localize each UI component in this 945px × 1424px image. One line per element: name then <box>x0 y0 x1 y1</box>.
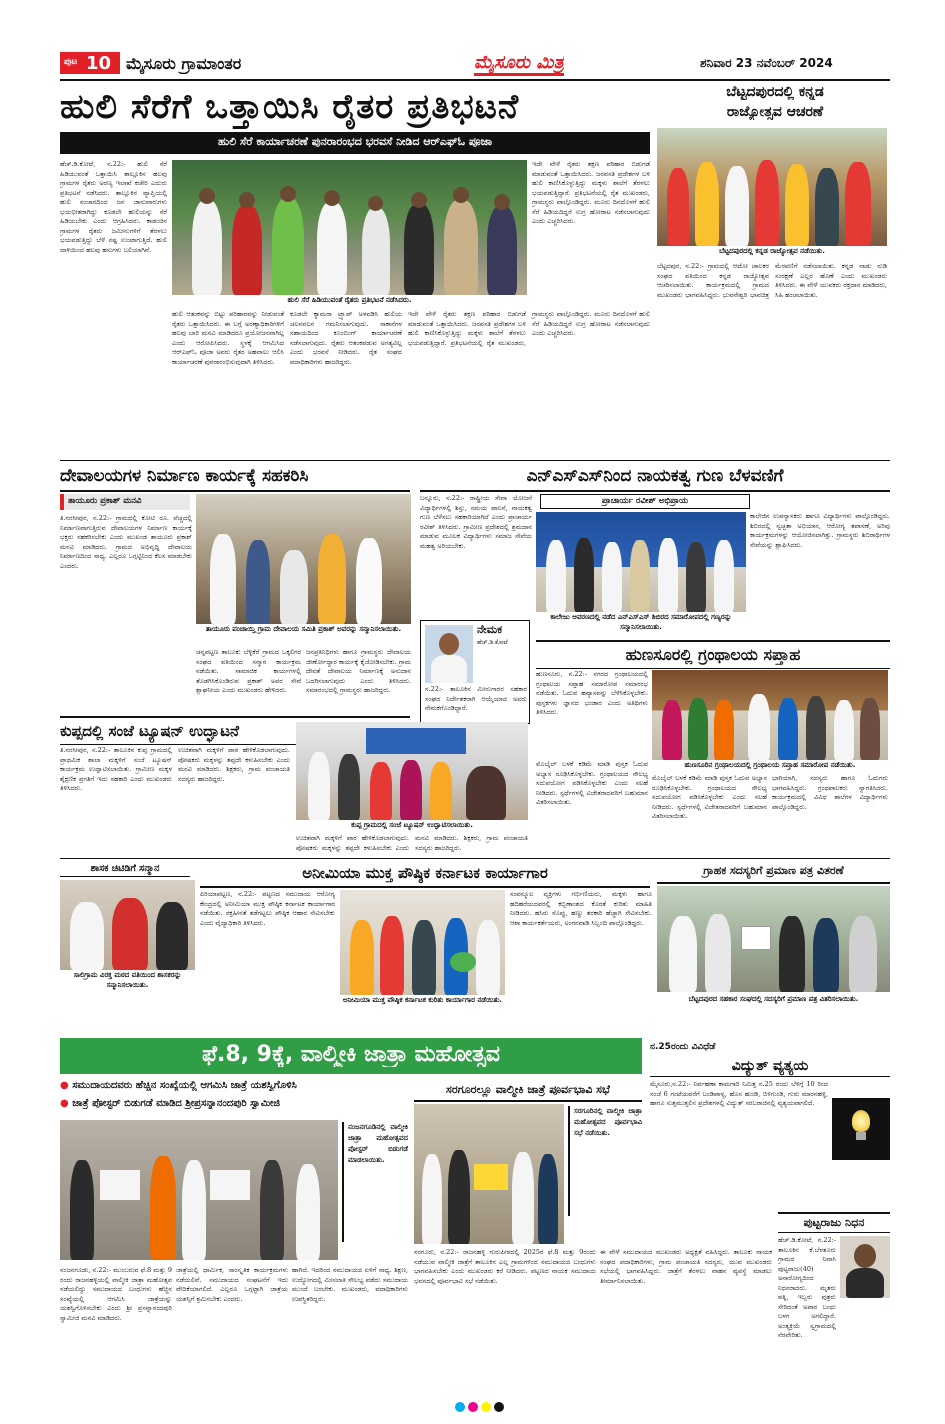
photo-person <box>860 698 880 760</box>
tuition-headline: ಕುಪ್ಪದಲ್ಲಿ ಸಂಜೆ ಟ್ಯೂಷನ್ ಉದ್ಘಾಟನೆ <box>60 716 410 745</box>
photo-person <box>430 762 452 820</box>
photo-poster <box>100 1170 140 1200</box>
photo-person <box>370 762 392 820</box>
page-date: ಶನಿವಾರ 23 ನವೆಂಬರ್ 2024 <box>700 56 833 70</box>
photo-person <box>400 760 422 820</box>
photo-head <box>411 192 427 208</box>
tuition-caption: ಕುಪ್ಪ ಗ್ರಾಮದಲ್ಲಿ ಸಂಜೆ ಟ್ಯೂಷನ್ ಉದ್ಘಾಟಿಸಲಾಯಿತು. <box>296 820 528 831</box>
valmiki-banner <box>60 1038 642 1074</box>
temple-body-col-2: ಚನ್ನಪಟ್ಟಣ ತಾಲೂಕು ಬೆಳ್ಳಿಕೆರೆ ಗ್ರಾಮದ ಒಕ್ಕಲಿಗರ ಸಂಘದ ವತಿಯಿಂದ ಸನ್ಮಾನ ಕಾರ್ಯಕ್ರಮ ನಡೆಯಿತು. ಸಾಮಾಜಿಕ ಕಾರ್ಯಗಳಲ್ಲಿ ತೊಡಗಿಸಿಕೊಂಡಿರುವ ಪ್ರಕಾಶ್ ಅವರ ಸೇವೆ ಶ್ಲಾಘನೀಯ ಎಂದು ಮುಖಂಡರು ಹೇಳಿದರು. <box>196 648 301 694</box>
nemaka-box <box>420 620 530 724</box>
sargur-body-col-1: ಸರಗೂರು, ನ.22:- ರಾಜನಹಳ್ಳಿ ಗುರುಪೀಠದಲ್ಲಿ 2025ರ ಫೆ.8 ಮತ್ತು 9ರಂದು ನಡೆಯುವ ವಾಲ್ಮೀಕಿ ಜಾತ್ರೆಗೆ ತಾಲೂಕಿನ ಎಲ್ಲ ಗ್ರಾಮಗಳಿಂದ ಸಮುದಾಯದ ಬಂಧುಗಳು ಭಾಗವಹಿಸಬೇಕು ಎಂದು ಮುಖಂಡರು ಕರೆ ನೀಡಿದರು. ಪಟ್ಟಣದ ನಾಯಕ ಸಮುದಾಯ ಭವನದಲ್ಲಿ ಪೂರ್ವಭಾವಿ ಸಭೆ ನಡೆಯಿತು. <box>414 1248 596 1285</box>
photo-person <box>448 1150 470 1244</box>
nemaka-portrait <box>425 625 473 683</box>
photo-person <box>574 538 594 612</box>
lead-subhead: ಹುಲಿ ಸೆರೆ ಕಾರ್ಯಾಚರಣೆ ಪುನರಾರಂಭದ ಭರವಸೆ ನೀಡಿದ ಆರ್‌ಎಫ್‌ಓ ಪೂಜಾ <box>218 135 492 148</box>
lead-body-col-3: ಕೂಡಲೇ ಕ್ಯಾಮರಾ ಟ್ರ್ಯಾಪ್ ಅಳವಡಿಸಿ ಹುಲಿಯ ಚಲನವಲನ ಗಮನಿಸಲಾಗುವುದು. ಸಾಕಾನೆಗಳ ಸಹಾಯದಿಂದ ಕೂಂಬಿಂಗ್ ಕಾರ್ಯಾಚರಣೆ ನಡೆಸಲಾಗುವುದು. ರೈತರು ಆತಂಕಪಡುವ ಅಗತ್ಯವಿಲ್ಲ ಎಂದು ಭರವಸೆ ನೀಡಿದರು. ರೈತ ಸಂಘದ ಪದಾಧಿಕಾರಿಗಳು ಹಾಜರಿದ್ದರು. <box>290 310 402 366</box>
photo-person <box>380 916 404 995</box>
page-word: ಪುಟ <box>64 57 78 67</box>
photo-person <box>232 205 262 295</box>
photo-person <box>667 168 689 246</box>
photo-person <box>182 1160 206 1260</box>
photo-person <box>546 540 566 612</box>
nemaka-place: ಹೆಚ್.ಡಿ.ಕೋಟೆ <box>477 639 508 646</box>
rajyotsava-headline-1: ಬೆಟ್ಟದಪುರದಲ್ಲಿ ಕನ್ನಡ <box>726 84 824 100</box>
bulb-icon <box>832 1098 890 1160</box>
anemia-body-col-1: ಪಿರಿಯಾಪಟ್ಟಣ, ನ.22:- ಪಟ್ಟಣದ ಸಮುದಾಯ ಆರೋಗ್ಯ ಕೇಂದ್ರದಲ್ಲಿ ಅನೀಮಿಯಾ ಮುಕ್ತ ಪೌಷ್ಠಿಕ ಕರ್ನಾಟಕ ಕಾರ್ಯಾಗಾರ ನಡೆಯಿತು. ರಕ್ತಹೀನತೆ ತಡೆಗಟ್ಟಲು ಪೌಷ್ಠಿಕ ಆಹಾರ ಸೇವಿಸಬೇಕು ಎಂದು ವೈದ್ಯಾಧಿಕಾರಿ ತಿಳಿಸಿದರು. <box>200 890 335 927</box>
photo-person <box>318 534 346 624</box>
photo-person <box>272 198 304 295</box>
photo-person <box>755 160 779 246</box>
library-caption: ಹುಣಸೂರಿನ ಗ್ರಂಥಾಲಯದಲ್ಲಿ ಗ್ರಂಥಾಲಯ ಸಪ್ತಾಹ ಸಮಾರೋಪ ನಡೆಯಿತು. <box>652 760 888 771</box>
photo-person <box>538 1154 558 1244</box>
temple-caption: ತಾಯೂರು ಪಂಚಾಯ್ತಿ ಗ್ರಾಮ ದೇವಾಲಯ ಸಮಿತಿ ಪ್ರಕಾಶ್ ಅವರನ್ನು ಸನ್ಮಾನಿಸಲಾಯಿತು. <box>196 624 411 634</box>
photo-person <box>150 1156 176 1260</box>
photo-plant <box>450 952 476 972</box>
vidyut-date: ನ.25ರಂದು ವಿವಿಧೆಡೆ <box>650 1042 716 1052</box>
photo-person <box>669 916 697 992</box>
vidyut-body: ಮೈಸೂರು,ನ.22:- ನಿರ್ವಹಣಾ ಕಾಮಗಾರಿ ನಿಮಿತ್ತ ನ.25 ರಂದು ಬೆಳಿಗ್ಗೆ 10 ರಿಂದ ಸಂಜೆ 6 ಗಂಟೆಯವರೆಗೆ ಬಂಡಿಪಾಳ್ಯ, ಹೊಸ ಹುಂಡಿ, ಬಿಳಿಗುಂಡಿ, ಗುರು ಮಾರನಹಳ್ಳಿ, ಹಾಗೂ ಸುತ್ತಮುತ್ತಲಿನ ಪ್ರದೇಶಗಳಲ್ಲಿ ವಿದ್ಯುತ್ ಸರಬರಾಜಿನಲ್ಲಿ ವ್ಯತ್ಯಯವಾಗಲಿದೆ. <box>650 1080 828 1107</box>
photo-person <box>412 920 436 995</box>
photo-person <box>70 1160 94 1260</box>
sargur-headline: ಸರಗೂರಲ್ಲೂ ವಾಲ್ಮೀಕಿ ಜಾತ್ರೆ ಪೂರ್ವಭಾವಿ ಸಭೆ <box>414 1080 642 1102</box>
photo-head <box>199 188 215 204</box>
temple-body-col-1: ತಿ.ನರಸೀಪುರ, ನ.22:- ಗ್ರಾಮದಲ್ಲಿ ಕೋಟಿ ರೂ. ವೆಚ್ಚದಲ್ಲಿ ನಿರ್ಮಾಣವಾಗುತ್ತಿರುವ ದೇವಾಲಯಗಳ ನಿರ್ಮಾಣ ಕಾರ್ಯಕ್ಕೆ ಭಕ್ತರು ಸಹಕರಿಸಬೇಕು ಎಂದು ಮುಖಂಡ ತಾಯೂರು ಪ್ರಕಾಶ್ ಮನವಿ ಮಾಡಿದರು. ಗ್ರಾಮದ ಅಭಿವೃದ್ಧಿ ದೇವಾಲಯ ನಿರ್ಮಾಣದಿಂದ ಸಾಧ್ಯ. ಎಲ್ಲರೂ ಒಗ್ಗಟ್ಟಿನಿಂದ ಕೆಲಸ ಮಾಡಬೇಕು ಎಂದರು. <box>60 514 192 570</box>
photo-person <box>688 698 708 760</box>
photo-head <box>453 187 469 203</box>
pramana-photo <box>657 886 890 992</box>
valmiki-bullet-2-text: ಜಾತ್ರೆ ಪೋಸ್ಟರ್ ಬಿಡುಗಡೆ ಮಾಡಿದ ಶ್ರೀಪ್ರಸನ್ನಾನಂದಪುರಿ ಸ್ವಾಮೀಜಿ <box>72 1098 280 1109</box>
photo-person <box>714 700 734 760</box>
pramana-caption: ಬೆಟ್ಟದಪುರದ ಸಹಕಾರ ಸಂಘದಲ್ಲಿ ಸದಸ್ಯರಿಗೆ ಪ್ರಮಾಣ ಪತ್ರ ವಿತರಿಸಲಾಯಿತು. <box>657 994 890 1004</box>
registration-mark <box>468 1402 478 1412</box>
photo-person <box>404 204 434 295</box>
photo-person <box>466 766 506 820</box>
sargur-photo <box>414 1104 564 1244</box>
photo-person <box>422 1154 442 1244</box>
library-body-col-4: ಮೊಬೈಲ್ ಬಳಕೆ ಕಡಿಮೆ ಮಾಡಿ ಪುಸ್ತಕ ಓದುವ ಅಭ್ಯಾಸ ರೂಢಿಸಿಕೊಳ್ಳಬೇಕು. ಗ್ರಂಥಾಲಯದ ಸೌಲಭ್ಯ ಸದುಪಯೋಗ ಪಡಿಸಿಕೊಳ್ಳಬೇಕು ಎಂದು ಸಲಹೆ ನೀಡಿದರು. ಸ್ಪರ್ಧೆಗಳಲ್ಲಿ ವಿಜೇತರಾದವರಿಗೆ ಬಹುಮಾನ ವಿತರಿಸಲಾಯಿತು. <box>536 760 648 806</box>
photo-person <box>779 916 805 992</box>
photo-person <box>156 902 188 970</box>
temple-headline: ದೇವಾಲಯಗಳ ನಿರ್ಮಾಣ ಕಾರ್ಯಕ್ಕೆ ಸಹಕರಿಸಿ <box>60 462 410 492</box>
photo-person <box>725 166 749 246</box>
photo-person <box>70 902 104 970</box>
nss-body-col-1: ಬನ್ನೂರು, ನ.22:- ರಾಷ್ಟ್ರೀಯ ಸೇವಾ ಯೋಜನೆ ವಿದ್ಯಾರ್ಥಿಗಳಲ್ಲಿ ಶಿಸ್ತು, ಸಮಯ ಪಾಲನೆ, ನಾಯಕತ್ವ ಗುಣ ಬೆಳೆಸಲು ಸಹಕಾರಿಯಾಗಿದೆ ಎಂದು ಪ್ರಾಚಾರ್ಯ ರವೀಶ್ ತಿಳಿಸಿದರು. ಗ್ರಾಮೀಣ ಪ್ರದೇಶದಲ್ಲಿ ಶ್ರಮದಾನ ಮಾಡುವ ಮೂಲಕ ವಿದ್ಯಾರ್ಥಿಗಳು ಸಮಾಜ ಸೇವೆಯ ಮಹತ್ವ ಅರಿಯಬೇಕು. <box>420 494 532 550</box>
photo-person <box>512 1152 534 1244</box>
photo-person <box>296 1164 320 1260</box>
photo-person <box>748 694 770 760</box>
temple-photo <box>196 494 411 624</box>
anemia-photo <box>340 890 505 995</box>
photo-head <box>280 186 296 202</box>
photo-person <box>602 542 622 612</box>
photo-head <box>494 194 510 210</box>
photo-person <box>813 918 839 992</box>
tuition-body-col-3: ಉಚಿತವಾಗಿ ಮಕ್ಕಳಿಗೆ ಪಾಠ ಹೇಳಿಕೊಡಲಾಗುವುದು. ಪೋಷಕರು ಮಕ್ಕಳನ್ನು ತಪ್ಪದೇ ಕಳುಹಿಸಬೇಕು ಎಂದು ಮನವಿ ಮಾಡಿದರು. ಶಿಕ್ಷಕರು, ಗ್ರಾಮ ಪಂಚಾಯತಿ ಸದಸ್ಯರು ಹಾಜರಿದ್ದರು. <box>296 834 528 852</box>
valmiki-body-col-2: ಜಾತ್ರೆಯಲ್ಲಿ ಧಾರ್ಮಿಕ, ಸಾಂಸ್ಕೃತಿಕ ಕಾರ್ಯಕ್ರಮಗಳು ನಡೆಯಲಿವೆ. ಸಮುದಾಯದ ಸಂಘಟನೆಗೆ ಇದು ವೇದಿಕೆಯಾಗಲಿದೆ. ಎಲ್ಲರೂ ಒಗ್ಗಟ್ಟಾಗಿ ಜಾತ್ರೆಯ ಯಶಸ್ಸಿಗೆ ಶ್ರಮಿಸಬೇಕು ಎಂದರು. <box>176 1266 288 1303</box>
photo-person <box>356 538 382 624</box>
photo-person <box>845 162 871 246</box>
photo-person <box>476 920 500 995</box>
section-title: ಮೈಸೂರು ಗ್ರಾಮಾಂತರ <box>126 54 242 73</box>
lead-subhead-bar <box>60 132 650 154</box>
photo-person <box>338 754 360 820</box>
tuition-photo <box>296 722 528 820</box>
photo-person <box>112 898 148 970</box>
valmiki-body-col-3: ಹಾಗಿದೆ. ಇದರಿಂದ ಸಮುದಾಯದ ಏಳಿಗೆ ಸಾಧ್ಯ. ಶಿಕ್ಷಣ, ಉದ್ಯೋಗದಲ್ಲಿ ಮೀಸಲಾತಿ ಸೌಲಭ್ಯ ಪಡೆದು ಸಮುದಾಯ ಮುಂದೆ ಬರಬೇಕು. ಮುಖಂಡರು, ಪದಾಧಿಕಾರಿಗಳು ಉಪಸ್ಥಿತರಿದ್ದರು. <box>292 1266 408 1303</box>
anemia-body-col-2: ಸಂಪನ್ಮೂಲ ವ್ಯಕ್ತಿಗಳು ಗರ್ಭಿಣಿಯರು, ಮಕ್ಕಳು ಹಾಗೂ ಹದಿಹರೆಯದವರಲ್ಲಿ ಕಬ್ಬಿಣಾಂಶದ ಕೊರತೆ ಕುರಿತು ಮಾಹಿತಿ ನೀಡಿದರು. ಹಸಿರು ಸೊಪ್ಪು, ಹಣ್ಣು ತರಕಾರಿ ಹೆಚ್ಚಾಗಿ ಸೇವಿಸಬೇಕು. ಆಶಾ ಕಾರ್ಯಕರ್ತೆಯರು, ಅಂಗನವಾಡಿ ಸಿಬ್ಬಂದಿ ಪಾಲ್ಗೊಂಡಿದ್ದರು. <box>510 890 652 927</box>
nss-tag-text: ಪ್ರಾಚಾರ್ಯ ರವೀಶ್ ಅಭಿಪ್ರಾಯ <box>601 496 689 506</box>
photo-person <box>785 164 809 246</box>
photo-person <box>280 550 308 624</box>
page-header <box>60 48 890 78</box>
photo-person <box>658 538 678 612</box>
nemaka-text: ನ.22:- ತಾಲೂಕಿನ ಮೀನುಗಾರರ ಸಹಕಾರ ಸಂಘದ ನಿರ್ದೇಶಕರಾಗಿ ಆಯ್ಕೆಯಾದ ಅವರು ನೇಮಕಗೊಂಡಿದ್ದಾರೆ. <box>425 685 527 712</box>
lead-body-col-5: ಇದೇ ವೇಳೆ ರೈತರು ತಕ್ಷಣ ಪರಿಹಾರ ಬಿಡುಗಡೆ ಮಾಡುವಂತೆ ಒತ್ತಾಯಿಸಿದರು. ಜನವಸತಿ ಪ್ರದೇಶಗಳ ಬಳಿ ಹುಲಿ ಕಾಣಿಸಿಕೊಳ್ಳುತ್ತಿದ್ದು ಮಕ್ಕಳು ಶಾಲೆಗೆ ತೆರಳಲು ಭಯಪಡುತ್ತಿದ್ದಾರೆ. ಪ್ರತಿಭಟನೆಯಲ್ಲಿ ರೈತ ಮುಖಂಡರು, ಗ್ರಾಮಸ್ಥರು ಪಾಲ್ಗೊಂಡಿದ್ದರು. ಮೂರು ದಿನದೊಳಗೆ ಹುಲಿ ಸೆರೆ ಹಿಡಿಯದಿದ್ದರೆ ಉಗ್ರ ಹೋರಾಟ ನಡೆಸಲಾಗುವುದು ಎಂದು ಎಚ್ಚರಿಸಿದರು. <box>532 160 650 225</box>
anemia-headline: ಅನೀಮಿಯಾ ಮುಕ್ತ ಪೌಷ್ಠಿಕ ಕರ್ನಾಟಕ ಕಾರ್ಯಾಗಾರ <box>200 860 650 888</box>
bulb-glass <box>852 1110 870 1132</box>
header-rule <box>60 79 890 81</box>
registration-mark <box>481 1402 491 1412</box>
temple-tag-text: ತಾಯೂರು ಪ್ರಕಾಶ್ ಮನವಿ <box>68 496 142 506</box>
valmiki-bullet-1-text: ಸಮುದಾಯದವರು ಹೆಚ್ಚಿನ ಸಂಖ್ಯೆಯಲ್ಲಿ ಆಗಮಿಸಿ ಜಾತ್ರೆ ಯಶಸ್ವಿಗೊಳಿಸಿ <box>72 1080 297 1091</box>
page-number-badge <box>60 52 120 74</box>
photo-person <box>210 534 236 624</box>
photo-head <box>239 192 255 208</box>
photo-person <box>192 200 222 295</box>
photo-person <box>849 916 877 992</box>
photo-poster <box>474 1164 508 1190</box>
photo-person <box>695 162 719 246</box>
photo-person <box>686 542 706 612</box>
lead-photo-caption: ಹುಲಿ ಸೆರೆ ಹಿಡಿಯುವಂತೆ ರೈತರು ಪ್ರತಿಭಟನೆ ನಡೆಸಿದರು. <box>172 295 527 306</box>
photo-person <box>362 208 390 295</box>
photo-person <box>308 752 330 820</box>
valmiki-bullet-1: ● ಸಮುದಾಯದವರು ಹೆಚ್ಚಿನ ಸಂಖ್ಯೆಯಲ್ಲಿ ಆಗಮಿಸಿ ಜಾತ್ರೆ ಯಶಸ್ವಿಗೊಳಿಸಿ <box>60 1080 297 1091</box>
valmiki-bullets <box>60 1078 408 1118</box>
lead-body-col-1: ಹೆಚ್.ಡಿ.ಕೋಟೆ, ನ.22:- ಹುಲಿ ಸೆರೆ ಹಿಡಿಯುವಂತೆ ಒತ್ತಾಯಿಸಿ ತಾಲ್ಲೂಕಿನ ಹಲವು ಗ್ರಾಮಗಳ ರೈತರು ಅರಣ್ಯ ಇಲಾಖೆ ಕಚೇರಿ ಎದುರು ಪ್ರತಿಭಟನೆ ನಡೆಸಿದರು. ತಾಲ್ಲೂಕಿನ ವ್ಯಾಪ್ತಿಯಲ್ಲಿ ಹುಲಿ ಸಂಚಾರದಿಂದ ಜನ ಜಾನುವಾರುಗಳು ಭಯಭೀತರಾಗಿದ್ದು ಕೂಡಲೇ ಹುಲಿಯನ್ನು ಸೆರೆ ಹಿಡಿಯಬೇಕು ಎಂದು ಆಗ್ರಹಿಸಿದರು. ಕಾಡಂಚಿನ ಗ್ರಾಮಗಳ ರೈತರು ಜಮೀನುಗಳಿಗೆ ತೆರಳಲು ಭಯಪಡುತ್ತಿದ್ದು ಬೆಳೆ ನಷ್ಟ ಉಂಟಾಗುತ್ತಿದೆ. ಹುಲಿ ದಾಳಿಯಿಂದ ಹಲವು ಹಸುಗಳು ಬಲಿಯಾಗಿವೆ. <box>60 160 167 254</box>
photo-person <box>431 655 467 683</box>
vidyut-headline: ವಿದ್ಯುತ್ ವ್ಯತ್ಯಯ <box>650 1056 890 1077</box>
photo-certificate <box>741 926 771 950</box>
valmiki-photo <box>60 1120 338 1260</box>
rajyotsava-photo <box>657 128 887 246</box>
pramana-headline: ಗ್ರಾಹಕ ಸದಸ್ಯರಿಗೆ ಪ್ರಮಾಣ ಪತ್ರ ವಿತರಣೆ <box>657 860 890 884</box>
photo-head <box>324 190 340 206</box>
nss-photo <box>536 512 746 612</box>
nidhana-headline: ಪುಟ್ಟರಾಜು ನಿಧನ <box>778 1212 890 1233</box>
lead-body-col-4: ಇದೇ ವೇಳೆ ರೈತರು ತಕ್ಷಣ ಪರಿಹಾರ ಬಿಡುಗಡೆ ಮಾಡುವಂತೆ ಒತ್ತಾಯಿಸಿದರು. ಜನವಸತಿ ಪ್ರದೇಶಗಳ ಬಳಿ ಹುಲಿ ಕಾಣಿಸಿಕೊಳ್ಳುತ್ತಿದ್ದು ಮಕ್ಕಳು ಶಾಲೆಗೆ ತೆರಳಲು ಭಯಪಡುತ್ತಿದ್ದಾರೆ. ಪ್ರತಿಭಟನೆಯಲ್ಲಿ ರೈತ ಮುಖಂಡರು, ಗ್ರಾಮಸ್ಥರು ಪಾಲ್ಗೊಂಡಿದ್ದರು. ಮೂರು ದಿನದೊಳಗೆ ಹುಲಿ ಸೆರೆ ಹಿಡಿಯದಿದ್ದರೆ ಉಗ್ರ ಹೋರಾಟ ನಡೆಸಲಾಗುವುದು ಎಂದು ಎಚ್ಚರಿಸಿದರು. <box>408 310 650 347</box>
photo-person <box>350 920 374 995</box>
nss-body-col-2: ಕಾಲೇಜಿನ ಉಪನ್ಯಾಸಕರು ಹಾಗೂ ವಿದ್ಯಾರ್ಥಿಗಳು ಪಾಲ್ಗೊಂಡಿದ್ದರು. ಶಿಬಿರದಲ್ಲಿ ಸ್ವಚ್ಛತಾ ಅಭಿಯಾನ, ಆರೋಗ್ಯ ತಪಾಸಣೆ, ಅರಿವು ಕಾರ್ಯಕ್ರಮಗಳನ್ನು ಆಯೋಜಿಸಲಾಗಿತ್ತು. ಗ್ರಾಮಸ್ಥರು ಶಿಬಿರಾರ್ಥಿಗಳ ಸೇವೆಯನ್ನು ಶ್ಲಾಘಿಸಿದರು. <box>750 512 890 549</box>
photo-person <box>834 700 854 760</box>
library-photo <box>652 670 888 760</box>
divider <box>60 460 890 461</box>
photo-person <box>806 696 826 760</box>
valmiki-bullet-2: ● ಜಾತ್ರೆ ಪೋಸ್ಟರ್ ಬಿಡುಗಡೆ ಮಾಡಿದ ಶ್ರೀಪ್ರಸನ್ನಾನಂದಪುರಿ ಸ್ವಾಮೀಜಿ <box>60 1098 280 1109</box>
photo-person <box>714 540 734 612</box>
photo-head <box>854 1244 876 1268</box>
valmiki-side-caption: ನಂಜನಗೂಡಿನಲ್ಲಿ ವಾಲ್ಮೀಕಿ ಜಾತ್ರಾ ಮಹೋತ್ಸವದ ಪೋಸ್ಟರ್ ಬಿಡುಗಡೆ ಮಾಡಲಾಯಿತು. <box>342 1122 408 1242</box>
rajyotsava-caption: ಬೆಟ್ಟದಪುರದಲ್ಲಿ ಕನ್ನಡ ರಾಜ್ಯೋತ್ಸವ ನಡೆಯಿತು. <box>657 246 887 257</box>
temple-tag <box>60 494 190 510</box>
photo-person <box>246 540 270 624</box>
registration-mark <box>455 1402 465 1412</box>
photo-head <box>439 633 459 655</box>
library-headline: ಹುಣಸೂರಲ್ಲಿ ಗ್ರಂಥಾಲಯ ಸಪ್ತಾಹ <box>536 640 890 669</box>
library-body-col-2: ಮೊಬೈಲ್ ಬಳಕೆ ಕಡಿಮೆ ಮಾಡಿ ಪುಸ್ತಕ ಓದುವ ಅಭ್ಯಾಸ ರೂಢಿಸಿಕೊಳ್ಳಬೇಕು. ಗ್ರಂಥಾಲಯದ ಸೌಲಭ್ಯ ಸದುಪಯೋಗ ಪಡಿಸಿಕೊಳ್ಳಬೇಕು ಎಂದು ಸಲಹೆ ನೀಡಿದರು. ಸ್ಪರ್ಧೆಗಳಲ್ಲಿ ವಿಜೇತರಾದವರಿಗೆ ಬಹುಮಾನ ವಿತರಿಸಲಾಯಿತು. <box>652 774 767 820</box>
lead-body-col-2: ಹುಲಿ ಆತಂಕವನ್ನು ಬಿಟ್ಟು ಪರಿಹಾರವನ್ನು ನೀಡುವಂತೆ ರೈತರು ಒತ್ತಾಯಿಸಿದರು. ಈ ಬಗ್ಗೆ ಅರಣ್ಯಾಧಿಕಾರಿಗಳಿಗೆ ಹಲವು ಬಾರಿ ಮನವಿ ಮಾಡಿದರೂ ಪ್ರಯೋಜನವಾಗಿಲ್ಲ ಎಂದು ಆರೋಪಿಸಿದರು. ಸ್ಥಳಕ್ಕೆ ಆಗಮಿಸಿದ ಆರ್‌ಎಫ್‌ಓ ಪೂಜಾ ಅವರು ರೈತರ ಅಹವಾಲು ಆಲಿಸಿ ಕಾರ್ಯಾಚರಣೆ ಪುನರಾರಂಭಿಸುವುದಾಗಿ ತಿಳಿಸಿದರು. <box>172 310 284 366</box>
masthead: ಮೈಸೂರು ಮಿತ್ರ <box>474 52 564 76</box>
nss-caption: ಕಾಲೇಜು ಆವರಣದಲ್ಲಿ ನಡೆದ ಎನ್‌ಎಸ್‌ಎಸ್ ಶಿಬಿರದ ಸಮಾರೋಪದಲ್ಲಿ ಗಣ್ಯರನ್ನು ಸನ್ಮಾನಿಸಲಾಯಿತು. <box>536 612 746 632</box>
photo-person <box>317 202 347 295</box>
nss-headline: ಎನ್‌ಎಸ್‌ಎಸ್‌ನಿಂದ ನಾಯಕತ್ವ ಗುಣ ಬೆಳವಣಿಗೆ <box>420 462 890 492</box>
photo-head <box>368 196 383 211</box>
nidhana-portrait <box>840 1236 890 1298</box>
photo-person <box>444 200 478 295</box>
photo-person <box>705 914 731 992</box>
divider <box>60 858 890 859</box>
shasaka-caption: ಸಾಲಿಗ್ರಾಮ ವಿರಕ್ತ ಮಠದ ವತಿಯಿಂದ ಶಾಸಕರನ್ನು ಸನ್ಮಾನಿಸಲಾಯಿತು. <box>60 970 195 990</box>
photo-poster <box>210 1170 250 1200</box>
sargur-side-caption: ಸರಗೂರಿನಲ್ಲಿ ವಾಲ್ಮೀಕಿ ಜಾತ್ರಾ ಮಹೋತ್ಸವದ ಪೂರ್ವಭಾವಿ ಸಭೆ ನಡೆಯಿತು. <box>568 1106 642 1216</box>
photo-person <box>260 1160 284 1260</box>
page-number: 10 <box>86 53 112 74</box>
nss-tag <box>540 494 750 509</box>
photo-person <box>662 700 682 760</box>
photo-banner <box>366 728 466 754</box>
bulb-base <box>856 1132 866 1140</box>
photo-person <box>815 168 839 246</box>
anemia-caption: ಅನೀಮಿಯಾ ಮುಕ್ತ ಪೌಷ್ಠಿಕ ಕರ್ನಾಟಕ ಕುರಿತು ಕಾರ್ಯಾಗಾರ ನಡೆಯಿತು. <box>340 995 505 1005</box>
rajyotsava-body: ಬೆಟ್ಟದಪುರ, ನ.22:- ಗ್ರಾಮದಲ್ಲಿ ಆಟೋ ಚಾಲಕರ ಸಂಘದ ವತಿಯಿಂದ ಕನ್ನಡ ರಾಜ್ಯೋತ್ಸವ ಆಚರಿಸಲಾಯಿತು. ಕಾರ್ಯಕ್ರಮದಲ್ಲಿ ಗ್ರಾಮದ ಮುಖಂಡರು ಭಾಗವಹಿಸಿದ್ದರು. ಭುವನೇಶ್ವರಿ ಭಾವಚಿತ್ರ ಮೆರವಣಿಗೆ ನಡೆಸಲಾಯಿತು. ಕನ್ನಡ ನಾಡು ನುಡಿ ಸಂರಕ್ಷಣೆ ಎಲ್ಲರ ಹೊಣೆ ಎಂದು ಮುಖಂಡರು ತಿಳಿಸಿದರು. ಈ ವೇಳೆ ಯುವಕರು ರಕ್ತದಾನ ಮಾಡಿದರು, ಸಿಹಿ ಹಂಚಲಾಯಿತು. <box>657 262 887 299</box>
lead-photo <box>172 160 527 295</box>
nemaka-title: ನೇಮಕ <box>477 623 503 636</box>
photo-person <box>846 1268 884 1298</box>
photo-person <box>630 540 650 612</box>
shasaka-title: ಶಾಸಕ ಚಿಟಿಡಿಗೆ ಸನ್ಮಾನ <box>60 862 190 877</box>
sargur-body-col-2: ಈ ವೇಳೆ ಸಮುದಾಯದ ಮುಖಂಡರು ಅಧ್ಯಕ್ಷತೆ ವಹಿಸಿದ್ದರು. ತಾಲೂಕು ನಾಯಕ ಸಂಘದ ಪದಾಧಿಕಾರಿಗಳು, ಗ್ರಾಮ ಪಂಚಾಯತಿ ಸದಸ್ಯರು, ಯುವ ಮುಖಂಡರು ಸಭೆಯಲ್ಲಿ ಭಾಗವಹಿಸಿದ್ದರು. ಜಾತ್ರೆಗೆ ತೆರಳಲು ವಾಹನ ವ್ಯವಸ್ಥೆ ಮಾಡಲು ತೀರ್ಮಾನಿಸಲಾಯಿತು. <box>600 1248 772 1285</box>
tuition-body-col-2: ಉಚಿತವಾಗಿ ಮಕ್ಕಳಿಗೆ ಪಾಠ ಹೇಳಿಕೊಡಲಾಗುವುದು. ಪೋಷಕರು ಮಕ್ಕಳನ್ನು ತಪ್ಪದೇ ಕಳುಹಿಸಬೇಕು ಎಂದು ಮನವಿ ಮಾಡಿದರು. ಶಿಕ್ಷಕರು, ಗ್ರಾಮ ಪಂಚಾಯತಿ ಸದಸ್ಯರು ಹಾಜರಿದ್ದರು. <box>178 746 290 783</box>
library-body-col-3: ಭಾಗಿಯಾಗಿ, ಸದಸ್ಯರು ಹಾಗೂ ಓದುಗರು ಭಾಗವಹಿಸಿದ್ದರು. ಗ್ರಂಥಪಾಲಕರು ಸ್ವಾಗತಿಸಿದರು. ಕಾರ್ಯಕ್ರಮದಲ್ಲಿ ವಿವಿಧ ಶಾಲೆಗಳ ವಿದ್ಯಾರ್ಥಿಗಳು ಪಾಲ್ಗೊಂಡಿದ್ದರು. <box>772 774 888 811</box>
shasaka-photo <box>60 880 195 970</box>
photo-person <box>487 206 517 295</box>
valmiki-body-col-1: ನಂಜನಗೂಡು, ನ.22:- ಮುಂಬರುವ ಫೆ.8 ಮತ್ತು 9 ರಂದು ರಾಜನಹಳ್ಳಿಯಲ್ಲಿ ವಾಲ್ಮೀಕಿ ಜಾತ್ರಾ ಮಹೋತ್ಸವ ನಡೆಯಲಿದ್ದು ಸಮುದಾಯದ ಬಂಧುಗಳು ಹೆಚ್ಚಿನ ಸಂಖ್ಯೆಯಲ್ಲಿ ಆಗಮಿಸಿ ಜಾತ್ರೆಯನ್ನು ಯಶಸ್ವಿಗೊಳಿಸಬೇಕು ಎಂದು ಶ್ರೀ ಪ್ರಸನ್ನಾನಂದಪುರಿ ಸ್ವಾಮೀಜಿ ಮನವಿ ಮಾಡಿದರು. <box>60 1266 172 1322</box>
nidhana-body: ಹೆಚ್.ಡಿ.ಕೋಟೆ, ನ.22:- ತಾಲೂಕಿನ ಕೆ.ಬೆಳತೂರು ಗ್ರಾಮದ ನಿವಾಸಿ ಪುಟ್ಟರಾಜು(40) ಅನಾರೋಗ್ಯದಿಂದ ನಿಧನರಾದರು. ಮೃತರು ಪತ್ನಿ, ಇಬ್ಬರು ಪುತ್ರರು ಸೇರಿದಂತೆ ಅಪಾರ ಬಂಧು ಬಳಗ ಅಗಲಿದ್ದಾರೆ. ಅಂತ್ಯಕ್ರಿಯೆ ಸ್ವಗ್ರಾಮದಲ್ಲಿ ನೆರವೇರಿತು. <box>778 1236 836 1339</box>
library-body-col-1: ಹುಣಸೂರು, ನ.22:- ನಗರದ ಗ್ರಂಥಾಲಯದಲ್ಲಿ ಗ್ರಂಥಾಲಯ ಸಪ್ತಾಹ ಸಮಾರೋಪ ಸಮಾರಂಭ ನಡೆಯಿತು. ಓದುವ ಹವ್ಯಾಸವನ್ನು ಬೆಳೆಸಿಕೊಳ್ಳಬೇಕು. ಪುಸ್ತಕಗಳು ಜ್ಞಾನದ ಭಂಡಾರ ಎಂದು ಅತಿಥಿಗಳು ತಿಳಿಸಿದರು. <box>536 670 648 716</box>
temple-body-col-3: ಜನಪ್ರತಿನಿಧಿಗಳು ಹಾಗೂ ಗ್ರಾಮಸ್ಥರು ದೇವಾಲಯ ಜೀರ್ಣೋದ್ಧಾರ ಕಾರ್ಯಕ್ಕೆ ಕೈಜೋಡಿಸಬೇಕು. ಗ್ರಾಮ ದೇವತೆ ದೇವಾಲಯ ನಿರ್ಮಾಣಕ್ಕೆ ಅನುದಾನ ಒದಗಿಸಲಾಗುವುದು ಎಂದು ತಿಳಿಸಿದರು. ಸಮಾರಂಭದಲ್ಲಿ ಗ್ರಾಮಸ್ಥರು ಹಾಜರಿದ್ದರು. <box>306 648 411 694</box>
photo-person <box>778 698 798 760</box>
rajyotsava-headline-2: ರಾಜ್ಯೋತ್ಸವ ಆಚರಣೆ <box>726 104 824 120</box>
valmiki-banner-text: ಫೆ.8, 9ಕ್ಕೆ, ವಾಲ್ಮೀಕಿ ಜಾತ್ರಾ ಮಹೋತ್ಸವ <box>202 1042 500 1067</box>
tuition-body-col-1: ತಿ.ನರಸೀಪುರ, ನ.22:- ತಾಲೂಕಿನ ಕುಪ್ಪ ಗ್ರಾಮದಲ್ಲಿ ಪ್ರಾಥಮಿಕ ಶಾಲಾ ಮಕ್ಕಳಿಗೆ ಸಂಜೆ ಟ್ಯೂಷನ್ ಕಾರ್ಯಕ್ರಮ ಉದ್ಘಾಟಿಸಲಾಯಿತು. ಗ್ರಾಮೀಣ ಮಕ್ಕಳ ಶೈಕ್ಷಣಿಕ ಪ್ರಗತಿಗೆ ಇದು ಸಹಕಾರಿ ಎಂದು ಮುಖಂಡರು ತಿಳಿಸಿದರು. <box>60 746 172 792</box>
registration-mark <box>494 1402 504 1412</box>
lead-headline: ಹುಲಿ ಸೆರೆಗೆ ಒತ್ತಾಯಿಸಿ ರೈತರ ಪ್ರತಿಭಟನೆ <box>60 87 520 127</box>
